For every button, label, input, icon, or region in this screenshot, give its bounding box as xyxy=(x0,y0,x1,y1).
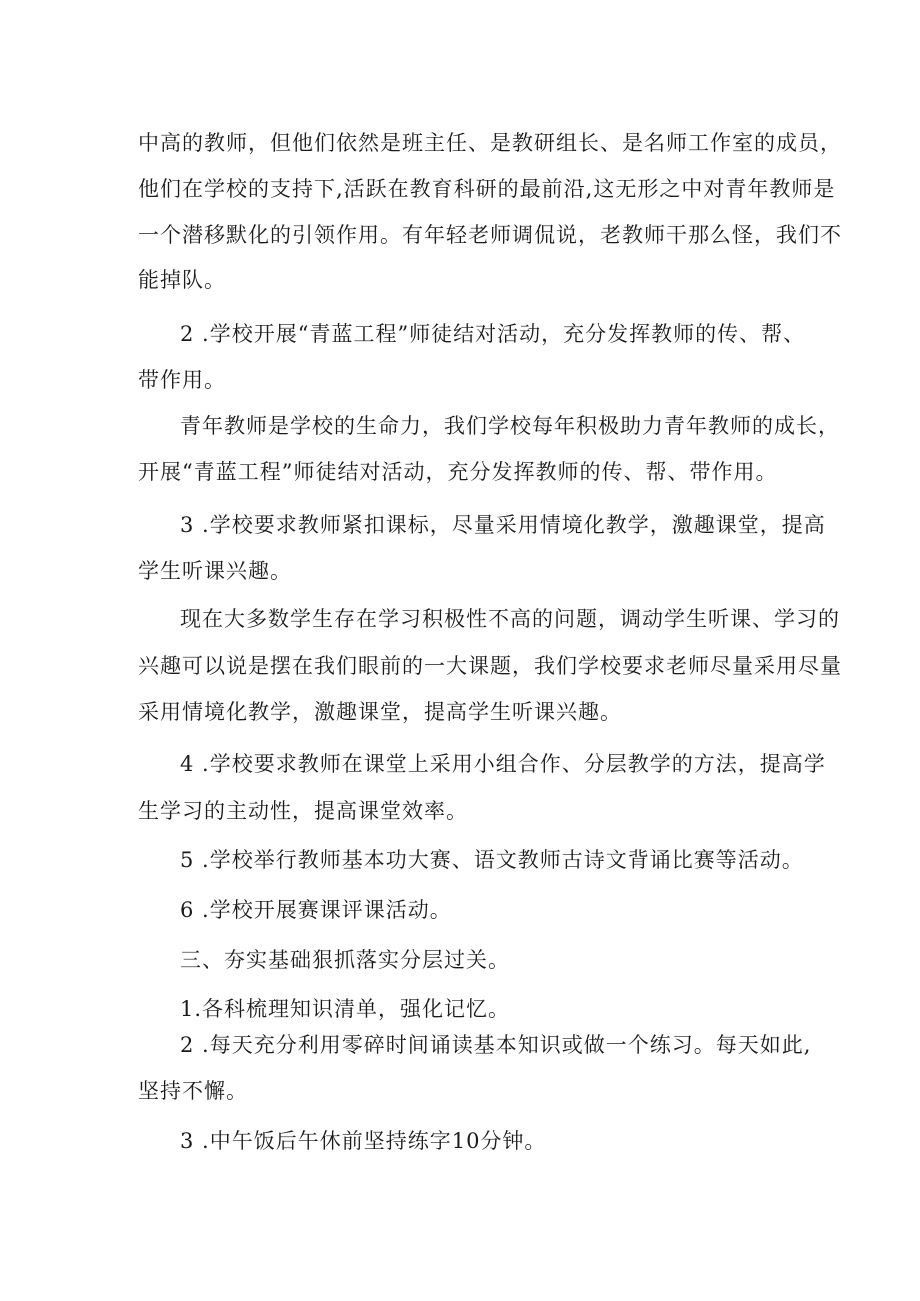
list-item-3: 3 .中午饭后午休前坚持练字10分钟。 xyxy=(180,1129,547,1153)
section-heading: 三、夯实基础狠抓落实分层过关。 xyxy=(180,948,510,972)
text-line: 带作用。 xyxy=(138,368,226,392)
list-item-4: 4 .学校要求教师在课堂上采用小组合作、分层教学的方法，提高学 xyxy=(180,752,826,776)
paragraph-start: 青年教师是学校的生命力，我们学校每年积极助力青年教师的成长， xyxy=(180,414,840,438)
text-line: 开展“青蓝工程”师徒结对活动，充分发挥教师的传、帮、带作用。 xyxy=(138,460,778,484)
text-line: 能掉队。 xyxy=(138,268,226,292)
text-line: 他们在学校的支持下,活跃在教育科研的最前沿,这无形之中对青年教师是 xyxy=(138,177,836,201)
list-item-2: 2 .学校开展“青蓝工程”师徒结对活动，充分发挥教师的传、帮、 xyxy=(180,322,806,346)
paragraph-start: 现在大多数学生存在学习积极性不高的问题，调动学生听课、学习的 xyxy=(180,607,840,631)
text-line: 采用情境化教学，激趣课堂，提高学生听课兴趣。 xyxy=(138,700,622,724)
text-line: 生学习的主动性，提高课堂效率。 xyxy=(138,799,468,823)
list-item-3: 3 .学校要求教师紧扣课标，尽量采用情境化教学，激趣课堂，提高 xyxy=(180,513,826,537)
text-line: 学生听课兴趣。 xyxy=(138,559,292,583)
text-line: 坚持不懈。 xyxy=(138,1079,248,1103)
text-line: 一个潜移默化的引领作用。有年轻老师调侃说，老教师干那么怪，我们不 xyxy=(138,223,842,247)
list-item-2: 2 .每天充分利用零碎时间诵读基本知识或做一个练习。每天如此, xyxy=(180,1033,812,1057)
list-item-6: 6 .学校开展赛课评课活动。 xyxy=(180,898,452,922)
list-item-1: 1.各科梳理知识清单，强化记忆。 xyxy=(180,997,511,1021)
text-line: 兴趣可以说是摆在我们眼前的一大课题，我们学校要求老师尽量采用尽量 xyxy=(138,654,842,678)
text-line: 中高的教师，但他们依然是班主任、是教研组长、是名师工作室的成员， xyxy=(138,131,842,155)
list-item-5: 5 .学校举行教师基本功大赛、语文教师古诗文背诵比赛等活动。 xyxy=(180,848,804,872)
